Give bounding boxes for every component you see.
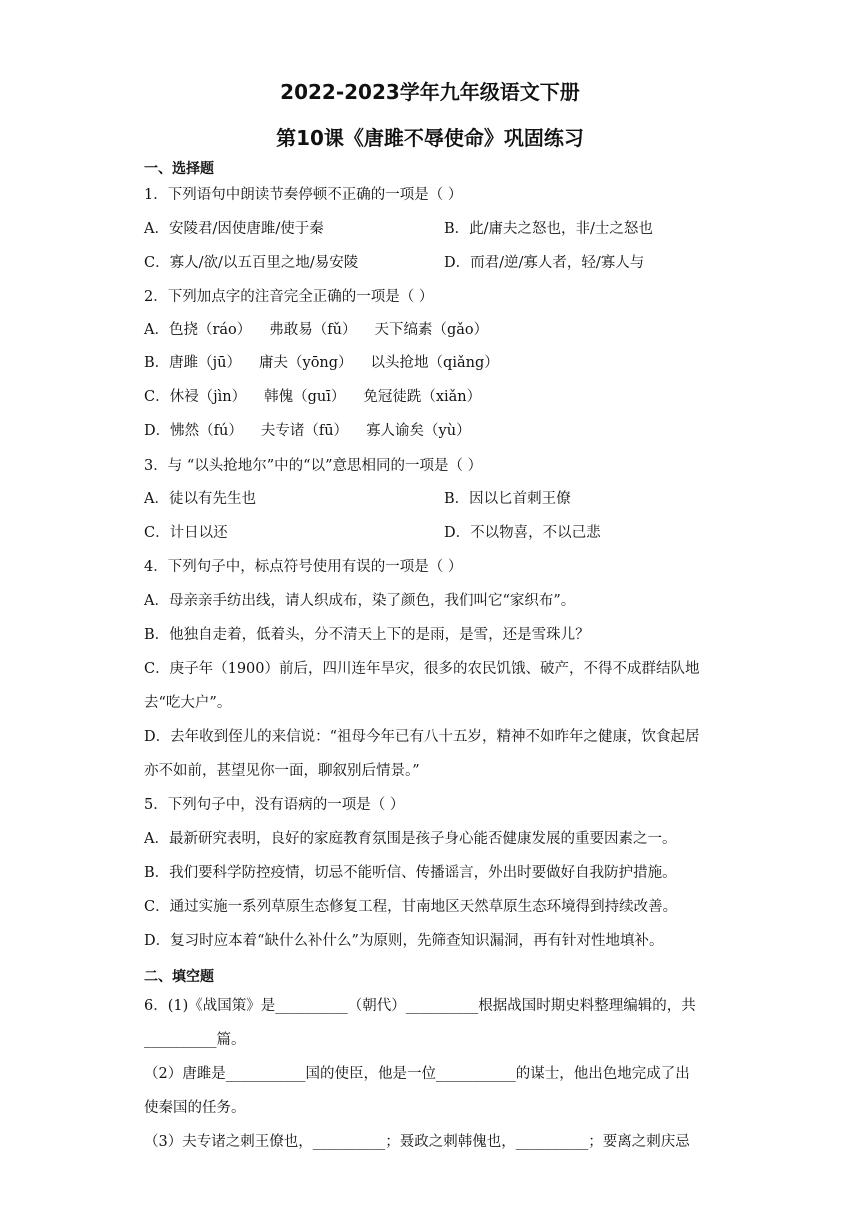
option-part: 以头抢地（qiǎng）	[370, 355, 499, 371]
question-6-part-2: （2）唐雎是___________国的使臣，他是一位___________的谋士，他出色地完成了出	[144, 1066, 690, 1082]
question-1-stem: 1．下列语句中朗读节奏停顿不正确的一项是（ ）	[144, 187, 463, 203]
question-6-part-2-cont: 使秦国的任务。	[144, 1100, 246, 1116]
section-heading-fill: 二、填空题	[144, 969, 214, 985]
option-part: C．休祲（jìn）	[144, 389, 247, 405]
question-4-option-d-cont: 亦不如前，甚望见你一面，聊叙别后情景。”	[144, 763, 420, 779]
option-part: 弗敢易（fǔ）	[269, 322, 357, 338]
question-2-option-c	[144, 387, 481, 407]
question-5-option-a: A．最新研究表明，良好的家庭教育氛围是孩子身心能否健康发展的重要因素之一。	[144, 831, 677, 847]
option-part: D．怫然（fú）	[144, 423, 243, 439]
document-title: 2022-2023学年九年级语文下册	[280, 80, 580, 104]
question-2-option-b	[144, 353, 499, 373]
question-2-option-a	[144, 320, 488, 340]
question-4-option-c-cont: 去“吃大户”。	[144, 695, 232, 711]
question-1-option-a: A．安陵君/因使唐雎/使于秦	[144, 221, 324, 237]
question-3-option-d: D．不以物喜，不以己悲	[444, 525, 601, 541]
option-part: A．色挠（ráo）	[144, 322, 252, 338]
question-6-part-1-cont: __________篇。	[144, 1032, 246, 1048]
lesson-title: 第10课《唐雎不辱使命》巩固练习	[276, 126, 584, 150]
question-3-stem: 3．与 “以头抢地尔”中的“以”意思相同的一项是（ ）	[144, 458, 483, 474]
question-5-option-d: D．复习时应本着“缺什么补什么”为原则，先筛查知识漏洞，再有针对性地填补。	[144, 933, 664, 949]
option-part: B．唐雎（jū）	[144, 355, 241, 371]
question-3-option-a: A．徒以有先生也	[144, 491, 256, 507]
option-part: 夫专诸（fū）	[260, 423, 349, 439]
option-part: 寡人谕矣（yù）	[366, 423, 471, 439]
question-4-option-b: B．他独自走着，低着头，分不清天上下的是雨，是雪，还是雪珠儿？	[144, 627, 590, 643]
section-heading-choice: 一、选择题	[144, 161, 214, 177]
question-2-stem: 2．下列加点字的注音完全正确的一项是（ ）	[144, 289, 434, 305]
question-4-stem: 4．下列句子中，标点符号使用有误的一项是（ ）	[144, 559, 463, 575]
question-5-stem: 5．下列句子中，没有语病的一项是（ ）	[144, 797, 405, 813]
question-1-option-c: C．寡人/欲/以五百里之地/易安陵	[144, 255, 359, 271]
question-1-option-d: D．而君/逆/寡人者，轻/寡人与	[444, 255, 645, 271]
question-6-part-1: 6．(1)《战国策》是__________（朝代）__________根据战国时期史料整理编辑的，共	[144, 998, 696, 1014]
question-6-part-3: （3）夫专诸之刺王僚也，__________；聂政之刺韩傀也，__________；要离之刺庆忌	[144, 1134, 690, 1150]
question-4-option-c: C．庚子年（1900）前后，四川连年旱灾，很多的农民饥饿、破产，不得不成群结队地	[144, 661, 700, 677]
option-part: 天下缟素（gǎo）	[374, 322, 489, 338]
option-part: 庸夫（yōng）	[259, 355, 353, 371]
question-5-option-c: C．通过实施一系列草原生态修复工程，甘南地区天然草原生态环境得到持续改善。	[144, 899, 678, 915]
question-5-option-b: B．我们要科学防控疫情，切忌不能听信、传播谣言，外出时要做好自我防护措施。	[144, 865, 677, 881]
question-4-option-d: D．去年收到侄儿的来信说：“祖母今年已有八十五岁，精神不如昨年之健康，饮食起居	[144, 729, 700, 745]
question-4-option-a: A．母亲亲手纺出线，请人织成布，染了颜色，我们叫它“家织布”。	[144, 593, 576, 609]
question-3-option-b: B．因以匕首刺王僚	[444, 491, 571, 507]
question-3-option-c: C．计日以还	[144, 525, 228, 541]
option-part: 免冠徒跣（xiǎn）	[363, 389, 482, 405]
question-1-option-b: B．此/庸夫之怒也，非/士之怒也	[444, 221, 653, 237]
question-2-option-d	[144, 421, 471, 441]
option-part: 韩傀（guī）	[264, 389, 346, 405]
